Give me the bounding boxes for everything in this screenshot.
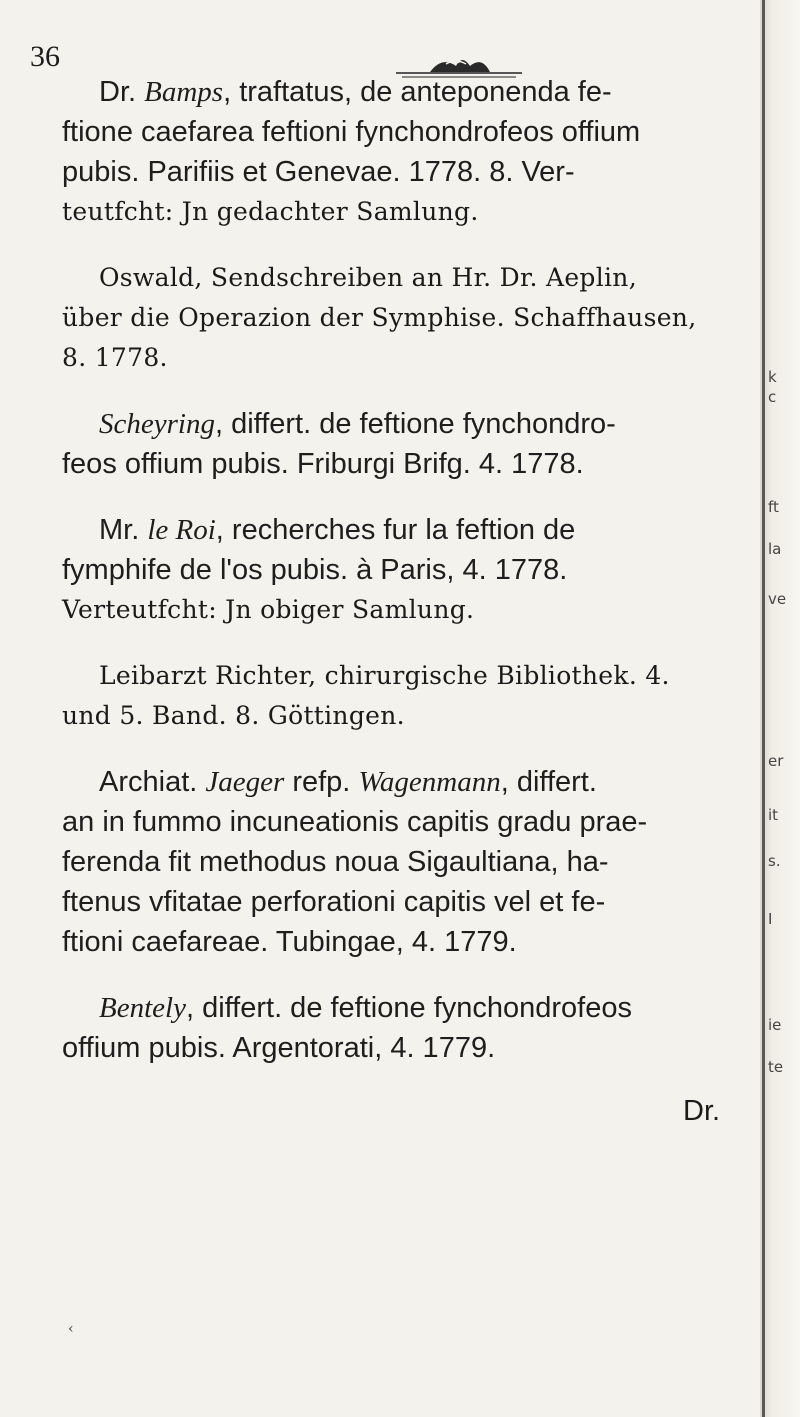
author-name-italic: Bentely [99, 992, 186, 1024]
bibliography-entry [62, 762, 752, 962]
entry-text: , differt. [500, 766, 597, 798]
entry-line: über die Operazion der Symphise. Schaffhausen, [62, 303, 697, 332]
bibliography-entry [62, 656, 752, 736]
facing-page-fragment: ft [768, 498, 779, 516]
entry-line: an in fummo incuneationis capitis gradu prae- [62, 806, 648, 838]
facing-page-fragment: it [768, 806, 779, 824]
entry-line: feos offium pubis. Friburgi Brifg. 4. 1778. [62, 448, 584, 480]
entry-line: ferenda fit methodus noua Sigaultiana, ha- [62, 846, 609, 878]
facing-page-fragment: ve [768, 590, 787, 608]
facing-page-fragment: te [768, 1058, 784, 1076]
facing-page-fragment: er [768, 752, 784, 770]
entry-line: offium pubis. Argentorati, 4. 1779. [62, 1032, 496, 1064]
entry-line [62, 762, 752, 802]
entry-line: Verteutfcht: Jn obiger Samlung. [62, 595, 475, 624]
author-name-italic: Jaeger [205, 766, 285, 798]
bibliography-list [62, 72, 752, 1094]
facing-page-fragment: c [768, 388, 777, 406]
entry-line: fymphife de l'os pubis. à Paris, 4. 1778. [62, 554, 568, 586]
entry-line: Oswald, Sendschreiben an Hr. Dr. Aeplin, [99, 263, 637, 292]
entry-line [62, 72, 752, 112]
entry-line: ftione caefarea feftioni fynchondrofeos offium [62, 116, 641, 148]
entry-line: ftenus vfitatae perforationi capitis vel et fe- [62, 886, 606, 918]
entry-text: refp. [284, 766, 359, 798]
entry-line: Leibarzt Richter, chirurgische Bibliothek. 4. [99, 661, 670, 690]
entry-line [62, 404, 752, 444]
entry-text: Dr. [99, 76, 145, 108]
entry-line: teutfcht: Jn gedachter Samlung. [62, 197, 479, 226]
catchword: Dr. [683, 1095, 721, 1127]
stray-print-mark: ‹ [68, 1321, 74, 1337]
entry-text: Archiat. [99, 766, 206, 798]
bibliography-entry [62, 72, 752, 232]
entry-text: , recherches fur la feftion de [215, 514, 576, 546]
page-number: 36 [30, 40, 60, 73]
facing-page-fragment: k [768, 368, 777, 386]
entry-line [62, 988, 752, 1028]
entry-text: , differt. de feftione fynchondro- [214, 408, 616, 440]
entry-line: ftioni caefareae. Tubingae, 4. 1779. [62, 926, 517, 958]
entry-line: und 5. Band. 8. Göttingen. [62, 701, 405, 730]
page-gutter-line [762, 0, 765, 1417]
bibliography-entry [62, 404, 752, 484]
author-name-italic: Bamps [144, 76, 224, 108]
facing-page-fragment: s. [768, 852, 781, 870]
facing-page-fragment: la [768, 540, 782, 558]
bibliography-entry [62, 988, 752, 1068]
facing-page-fragment: I [768, 910, 773, 928]
entry-line [62, 510, 752, 550]
bibliography-entry [62, 258, 752, 378]
bibliography-entry [62, 510, 752, 630]
entry-line: 8. 1778. [62, 343, 168, 372]
entry-text: , differt. de feftione fynchondrofeos [185, 992, 632, 1024]
author-name-italic: le Roi [147, 514, 216, 546]
entry-text: , traftatus, de anteponenda fe- [223, 76, 612, 108]
facing-page-edge [760, 0, 800, 1417]
facing-page-fragment: ie [768, 1016, 782, 1034]
entry-text: Mr. [99, 514, 148, 546]
author-name-italic: Wagenmann [358, 766, 501, 798]
entry-line: pubis. Parifiis et Genevae. 1778. 8. Ver- [62, 156, 575, 188]
author-name-italic: Scheyring [99, 408, 215, 440]
